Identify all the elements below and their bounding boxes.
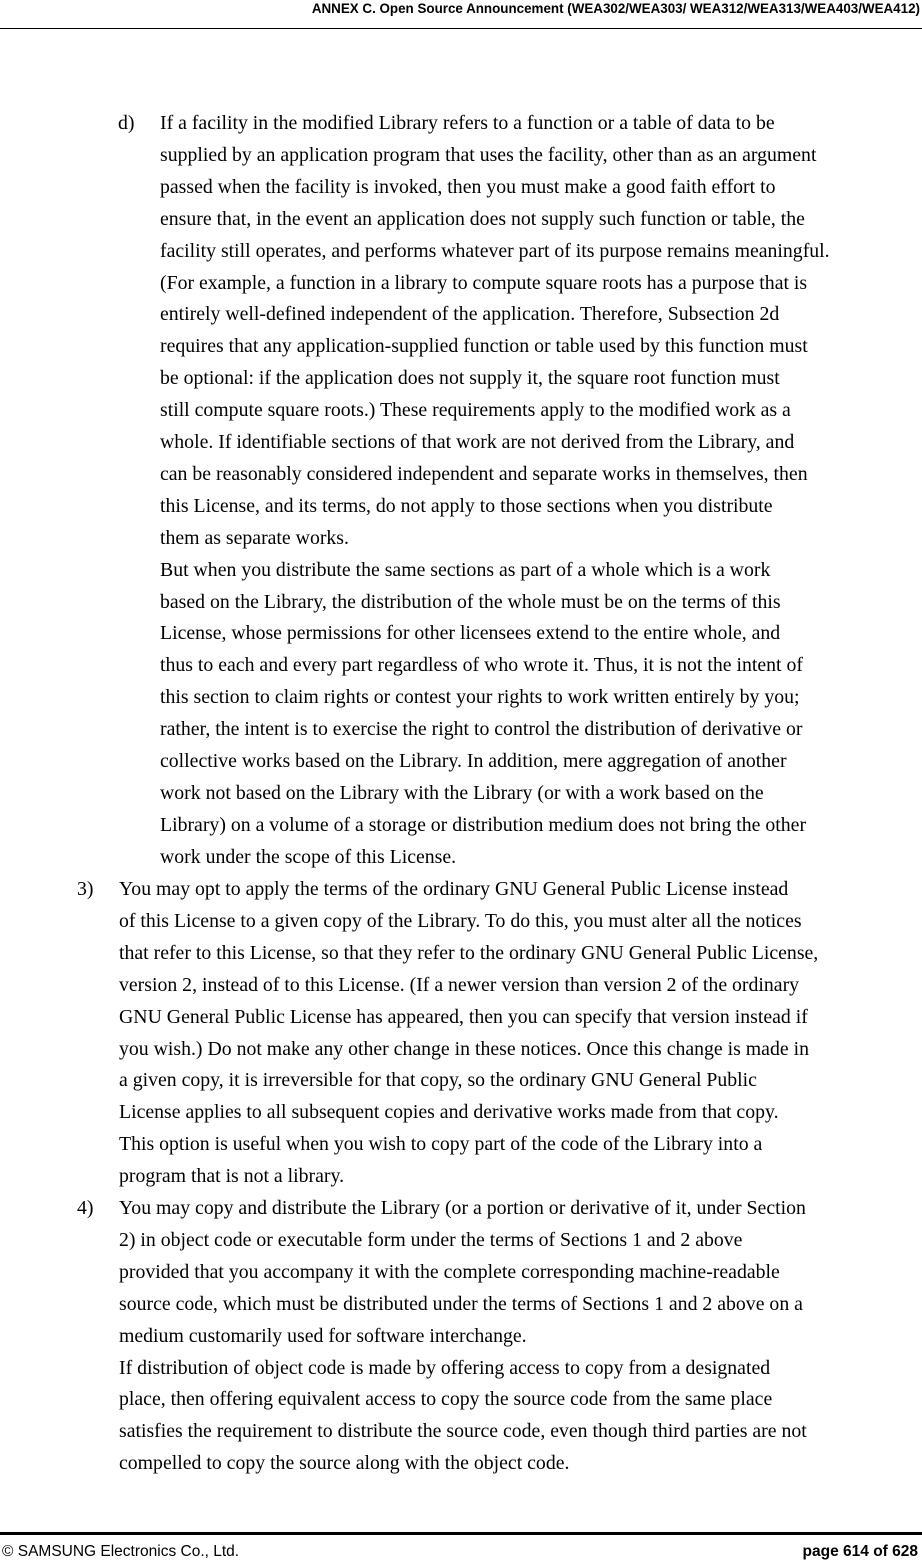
text-line: a given copy, it is irreversible for that copy, so the ordinary GNU General Public [119, 1069, 757, 1092]
text-line: based on the Library, the distribution of the whole must be on the terms of this [160, 590, 781, 613]
text-line: License, whose permissions for other licensees extend to the entire whole, and [160, 622, 781, 645]
text-line: passed when the facility is invoked, then you must make a good faith effort to [160, 175, 776, 198]
text-line: License applies to all subsequent copies and derivative works made from that copy. [119, 1101, 779, 1124]
text-line: that refer to this License, so that they refer to the ordinary GNU General Public License, [119, 941, 819, 964]
text-line: this License, and its terms, do not apply to those sections when you distribute [160, 494, 773, 517]
text-line: This option is useful when you wish to copy part of the code of the Library into a [119, 1133, 763, 1156]
text-line: 2) in object code or executable form under the terms of Sections 1 and 2 above [119, 1228, 743, 1251]
text-line: But when you distribute the same sections as part of a whole which is a work [160, 558, 771, 581]
text-line: whole. If identifiable sections of that work are not derived from the Library, and [160, 431, 795, 453]
text-line: Library) on a volume of a storage or distribution medium does not bring the other [160, 813, 807, 836]
text-line: If a facility in the modified Library refers to a function or a table of data to be [160, 112, 775, 134]
list-marker: 4) [77, 1197, 94, 1219]
text-line: program that is not a library. [119, 1165, 345, 1188]
text-line: this section to claim rights or contest your rights to work written entirely by you; [160, 686, 800, 709]
page-number: page 614 of 628 [802, 1543, 918, 1560]
text-line: source code, which must be distributed under the terms of Sections 1 and 2 above on a [119, 1292, 803, 1315]
text-line: requires that any application-supplied function or table used by this function must [160, 335, 808, 358]
text-line: ensure that, in the event an application does not supply such function or table, the [160, 207, 805, 230]
text-line: version 2, instead of to this License. (If a newer version than version 2 of the ordinary [119, 973, 800, 996]
text-line: entirely well-defined independent of the application. Therefore, Subsection 2d [160, 303, 780, 326]
text-line: you wish.) Do not make any other change in these notices. Once this change is made in [119, 1037, 809, 1060]
text-line: medium customarily used for software interchange. [119, 1324, 527, 1347]
list-marker: 3) [77, 878, 94, 900]
text-line: satisfies the requirement to distribute the source code, even though third parties are not [119, 1420, 807, 1443]
text-line: compelled to copy the source along with the object code. [119, 1452, 570, 1475]
text-line: GNU General Public License has appeared, then you can specify that version instead if [119, 1005, 808, 1028]
text-line: supplied by an application program that uses the facility, other than as an argument [160, 143, 817, 166]
page-footer [0, 1532, 922, 1568]
text-line: You may copy and distribute the Library (or a portion or derivative of it, under Section [119, 1197, 806, 1219]
text-line: rather, the intent is to exercise the right to control the distribution of derivative or [160, 718, 803, 741]
text-line: collective works based on the Library. In addition, mere aggregation of another [160, 750, 787, 772]
text-line: them as separate works. [160, 526, 349, 549]
text-line: work under the scope of this License. [160, 845, 457, 868]
text-line: thus to each and every part regardless of who wrote it. Thus, it is not the intent of [160, 654, 803, 677]
text-line: facility still operates, and performs whatever part of its purpose remains meaningful. [160, 239, 830, 262]
copyright-text: © SAMSUNG Electronics Co., Ltd. [2, 1543, 240, 1560]
text-line: (For example, a function in a library to compute square roots has a purpose that is [160, 271, 808, 294]
text-line: provided that you accompany it with the complete corresponding machine-readable [119, 1260, 780, 1283]
text-line: You may opt to apply the terms of the ordinary GNU General Public License instead [119, 878, 789, 900]
header-title: ANNEX C. Open Source Announcement (WEA302/WEA303/ WEA312/WEA313/WEA403/WEA412) [311, 1, 920, 16]
text-line: of this License to a given copy of the Library. To do this, you must alter all the notices [119, 909, 802, 932]
text-line: If distribution of object code is made by offering access to copy from a designated [119, 1356, 771, 1379]
text-line: place, then offering equivalent access to copy the source code from the same place [119, 1388, 773, 1411]
text-line: still compute square roots.) These requirements apply to the modified work as a [160, 399, 791, 422]
text-line: work not based on the Library with the Library (or with a work based on the [160, 781, 764, 804]
text-line: can be reasonably considered independent and separate works in themselves, then [160, 462, 808, 485]
text-line: be optional: if the application does not supply it, the square root function must [160, 367, 780, 390]
page-header [0, 0, 922, 29]
list-marker: d) [118, 112, 135, 134]
